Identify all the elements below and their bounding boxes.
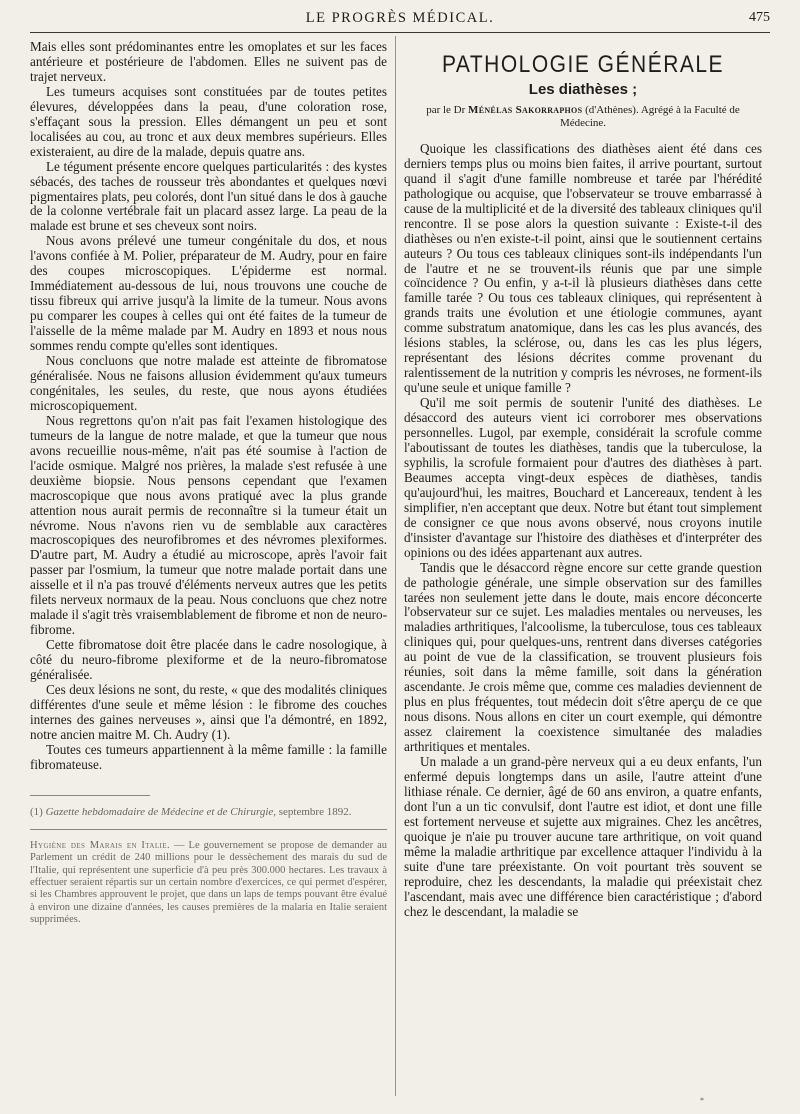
footnote-journal: Gazette hebdomadaire de Médecine et de Chirurgie	[45, 805, 274, 818]
journal-title: LE PROGRÈS MÉDICAL.	[305, 10, 495, 26]
footnote-rule	[30, 795, 150, 802]
section-heading: PATHOLOGIE GÉNÉRALE	[441, 51, 725, 78]
byline	[404, 104, 762, 130]
paragraph: Un malade a un grand-père nerveux qui a eu deux enfants, l'un enfermé depuis longtemps dans un asile, l'autre atteint d'une lithiase rénale. Ce dernier, âgé de 60 ans environ, a quatre enfants, dont l'un a un tic convulsif, dont l'autre est idiot, et dont une fille est fortement nerveuse et sujette aux migraines. Chez les ancêtres, quoique je n'aie pu trouver aucune tare arthritique, on voit quand même la maladie arthritique par excellence attaquer l'individu à la suite d'une tare préexistante. On voit pourtant très souvent se reproduire, chez les descendants, la maladie qui préexistait chez l'ascendant, mais avec une différence bien caractéristique ; d'abord chez le descendant, la maladie se	[404, 753, 762, 919]
footnote-mark: (1)	[30, 805, 43, 818]
running-header	[30, 6, 770, 33]
paragraph: Qu'il me soit permis de soutenir l'unité des diathèses. Le désaccord des auteurs vient ici corroborer mes observations personnelles. Lugol, par exemple, considérait la scrofule comme l'aboutissant de toutes les diathèses, tandis que la tuberculose, la syphilis, la scrofule formaient pour d'autres des diathèses à part. Beaumes accepta vingt-deux espèces de diathèses, tandis qu'aujourd'hui, les maitres, Bouchard et Lancereaux, tendent à les simplifier, n'en acceptant que deux. Notre but étant tout simplement de consigner ce que nous avons observé, nous croyons inutile d'insister d'avantage sur l'histoire des diathèses et d'interpréter des opinions ou des idées appartenant aux autres.	[404, 395, 762, 560]
news-heading: Hygiène des Marais en Italie.	[30, 839, 170, 851]
paragraph: Cette fibromatose doit être placée dans le cadre nosologique, à côté du neuro-fibrome plexiforme et de la neuro-fibromatose généralisée.	[30, 637, 387, 683]
news-separator	[30, 829, 387, 840]
news-text: — Le gouvernement se propose de demander au Parlement un crédit de 240 millions pour le dessèchement des marais du sud de l'Italie, qui représentent une superficie d'à peu près 300.000 hectares. Les travaux à effectuer seraient répartis sur un certain nombre d'exercices, ce qui permet d'espérer, si les Chambres approuvent le projet, que dans un laps de temps pouvant être évalué à environ une dizaine d'années, les causes premières de la malaria en Italie seraient supprimées.	[30, 839, 387, 926]
right-column	[404, 40, 762, 919]
paragraph: Quoique les classifications des diathèses aient été dans ces derniers temps plus ou moins bien faites, il arrive pourtant, surtout quand il s'agit d'une famille nombreuse et tarée par l'hérédité pathologique ou acquise, que l'observateur se trouve embarrassé à cause de la multiplicité et de la diversité des tableaux cliniques qu'il rencontre. Il se pose alors la question suivante : Existe-t-il des diathèses ou n'en existe-t-il point, ainsi que le soutiennent certains auteurs ? Ou tous ces tableaux cliniques sont-ils indépendants l'un de l'autre et ne se trouvent-ils réunis que par une simple coïncidence ? Ou enfin, y a-t-il là plusieurs diathèses dans cette famille tarée ? Ou tous ces tableaux cliniques, qui représentent à grands traits une évolution et une étiologie communes, ayant comme substratum anatomique, dans les cas les plus avancés, des lésions stables, la sclérose, ou, dans les cas les plus légers, représentant des lésions décrites comme provenant du ralentissement de la nutrition y compris les névroses, ne forment-ils qu'une seule et unique famille ?	[404, 140, 762, 396]
byline-author: Ménélas Sakorraphos	[468, 103, 583, 116]
byline-affiliation: (d'Athènes). Agrégé à la Faculté de Médecine.	[559, 103, 740, 129]
news-item	[30, 840, 387, 927]
paragraph: Le tégument présente encore quelques particularités : des kystes sébacés, des taches de rousseur très abondantes et quelques nœvi pigmentaires plats, peu colorés, dont l'un situé dans le dos à gauche de la colonne vertébrale fait un placard assez large. La peau de la malade est brune et ses cheveux sont noirs.	[30, 158, 387, 234]
paragraph: Nous avons prélevé une tumeur congénitale du dos, et nous l'avons confiée à M. Polier, préparateur de M. Audry, pour en faire des coupes microscopiques. L'épiderme est normal. Immédiatement au-dessous de lui, nous trouvons une couche de tissu fibreux qui arrive jusqu'à la limite de la tumeur. Nous avons pu comparer les coupes à celles qui ont été faites de la tumeur de l'aisselle de la même malade par M. Audry en 1893 et nous nous sommes rendu compte qu'elles sont identiques.	[30, 233, 387, 354]
footnote-date: , septembre 1892.	[273, 805, 352, 818]
paragraph: Nous regrettons qu'on n'ait pas fait l'examen histologique des tumeurs de la langue de notre malade, et que la tumeur que nous avons recueillie nous-même, n'ait pas été soumise à l'action de l'acide osmique. Malgré nos prières, la malade s'est refusée à une deuxième biopsie. Nous pensons cependant que l'examen macroscopique que nous avons pratiqué avec la plus grande attention nous aurait permis de reconnaître si la tumeur était un névrome. Nous n'avons rien vu de semblable aux caractères macroscopiques des neurofibromes et des névromes plexiformes. D'autre part, M. Audry a étudié au microscope, après l'avoir fait passer par l'osmium, la tumeur que notre malade portait dans une aisselle et il n'a pas trouvé d'éléments nerveux autres que les petits filets nerveux normaux de la peau. Nous concluons que chez notre malade il s'agit très vraisemblablement de fibrome et non de neuro-fibrome.	[30, 412, 387, 638]
paragraph: Tandis que le désaccord règne encore sur cette grande question de pathologie générale, une simple observation sur des familles tarées non seulement jette dans le doute, mais encore déconcerte l'observateur sur ce sujet. Les maladies mentales ou nerveuses, les maladies arthritiques, l'alcoolisme, la tuberculose, tous ces tableaux cliniques qui, pour quelques-uns, rentrent dans diverses catégories au point de vue de la classification, se trouvent plusieurs fois réunies, soit dans la même famille, soit dans la génération ascendante. Je crois même que, comme ces maladies deviennent de plus en plus fréquentes, tout médecin doit s'être aperçu de ce que nous disons. Nous allons en citer un court exemple, qui démontre assez clairement la coexistence simultanée des maladies arthritiques et mentales.	[404, 559, 762, 755]
paragraph: Nous concluons que notre malade est atteinte de fibromatose généralisée. Nous ne faisons allusion évidemment qu'aux tumeurs congénitales, les seules, du reste, que nous ayons étudiées microscopiquement.	[30, 353, 387, 413]
footnote	[30, 806, 387, 819]
column-divider	[395, 36, 396, 1096]
byline-prefix: par le Dr	[426, 103, 469, 116]
paragraph: Mais elles sont prédominantes entre les omoplates et sur les faces antérieure et postérieure de l'abdomen. Elles ne suivent pas de trajet nerveux.	[30, 39, 387, 84]
printer-mark: *	[700, 1096, 704, 1105]
paragraph: Les tumeurs acquises sont constituées par de toutes petites élevures, développées dans la peau, d'une coloration rose, s'effaçant sous la pression. Elles démangent un peu et sont localisées au cou, au tronc et aux deux membres supérieurs. Elles existeraient, au dire de la malade, depuis quatre ans.	[30, 83, 387, 159]
article-title: Les diathèses ;	[528, 80, 638, 98]
paragraph: Ces deux lésions ne sont, du reste, « que des modalités cliniques différentes d'une seule et même lésion : le fibrome des couches internes des gaines nerveuses », ainsi que l'a démontré, en 1892, notre ancien maitre M. Ch. Audry (1).	[30, 681, 387, 742]
paragraph: Toutes ces tumeurs appartiennent à la même famille : la famille fibromateuse.	[30, 741, 387, 772]
left-column	[30, 40, 387, 927]
page-number: 475	[749, 10, 770, 25]
